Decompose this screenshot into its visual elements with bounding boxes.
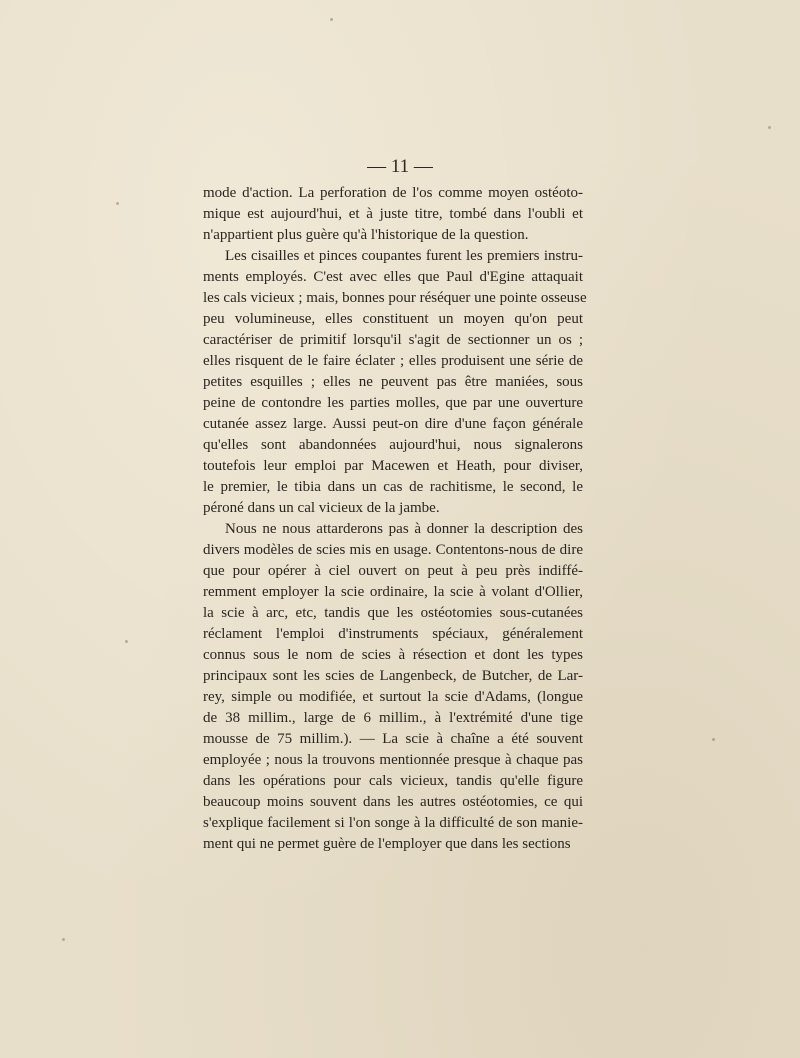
text-line: les cals vicieux ; mais, bonnes pour réséquer une pointe osseuse xyxy=(203,290,587,306)
text-line: n'appartient plus guère qu'à l'historique de la question. xyxy=(203,227,529,243)
text-line: péroné dans un cal vicieux de la jambe. xyxy=(203,500,440,516)
text-line: que pour opérer à ciel ouvert on peut à peu près indiffé- xyxy=(203,563,583,579)
body-text xyxy=(203,183,587,855)
paper-speck xyxy=(116,202,119,205)
text-line: s'explique facilement si l'on songe à la difficulté de son manie- xyxy=(203,815,583,831)
text-line: de 38 millim., large de 6 millim., à l'extrémité d'une tige xyxy=(203,710,583,726)
text-line: peine de contondre les parties molles, que par une ouverture xyxy=(203,395,583,411)
text-line: réclament l'emploi d'instruments spéciaux, généralement xyxy=(203,626,583,642)
text-line: cutanée assez large. Aussi peut-on dire d'une façon générale xyxy=(203,416,583,432)
text-line: rey, simple ou modifiée, et surtout la scie d'Adams, (longue xyxy=(203,689,583,705)
text-line: ment qui ne permet guère de l'employer que dans les sections xyxy=(203,836,571,852)
text-line: dans les opérations pour cals vicieux, tandis qu'elle figure xyxy=(203,773,583,789)
text-line: toutefois leur emploi par Macewen et Heath, pour diviser, xyxy=(203,458,583,474)
text-line: petites esquilles ; elles ne peuvent pas être maniées, sous xyxy=(203,374,583,390)
text-line: la scie à arc, etc, tandis que les ostéotomies sous-cutanées xyxy=(203,605,583,621)
text-line: employée ; nous la trouvons mentionnée presque à chaque pas xyxy=(203,752,583,768)
text-line: ments employés. C'est avec elles que Paul d'Egine attaquait xyxy=(203,269,583,285)
paper-speck xyxy=(330,18,333,21)
text-line: elles risquent de le faire éclater ; elles produisent une série de xyxy=(203,353,583,369)
paragraph xyxy=(203,246,587,519)
paper-speck xyxy=(712,738,715,741)
paper-speck xyxy=(768,126,771,129)
text-line: caractériser de primitif lorsqu'il s'agit de sectionner un os ; xyxy=(203,332,583,348)
page-number: — 11 — xyxy=(367,156,433,177)
text-line: remment employer la scie ordinaire, la scie à volant d'Ollier, xyxy=(203,584,583,600)
text-line: peu volumineuse, elles constituent un moyen qu'on peut xyxy=(203,311,583,327)
text-line: Nous ne nous attarderons pas à donner la description des xyxy=(225,521,583,537)
text-line: mique est aujourd'hui, et à juste titre, tombé dans l'oubli et xyxy=(203,206,583,222)
text-line: beaucoup moins souvent dans les autres ostéotomies, ce qui xyxy=(203,794,583,810)
text-line: connus sous le nom de scies à résection et dont les types xyxy=(203,647,583,663)
paragraph xyxy=(203,519,583,855)
text-line: le premier, le tibia dans un cas de rachitisme, le second, le xyxy=(203,479,583,495)
text-line: mousse de 75 millim.). — La scie à chaîne a été souvent xyxy=(203,731,583,747)
paper-speck xyxy=(62,938,65,941)
paragraph xyxy=(203,183,583,246)
paper-speck xyxy=(125,640,128,643)
text-line: Les cisailles et pinces coupantes furent les premiers instru- xyxy=(225,248,583,264)
text-line: divers modèles de scies mis en usage. Contentons-nous de dire xyxy=(203,542,583,558)
text-line: mode d'action. La perforation de l'os comme moyen ostéoto- xyxy=(203,185,583,201)
text-line: qu'elles sont abandonnées aujourd'hui, nous signalerons xyxy=(203,437,583,453)
text-line: principaux sont les scies de Langenbeck, de Butcher, de Lar- xyxy=(203,668,583,684)
